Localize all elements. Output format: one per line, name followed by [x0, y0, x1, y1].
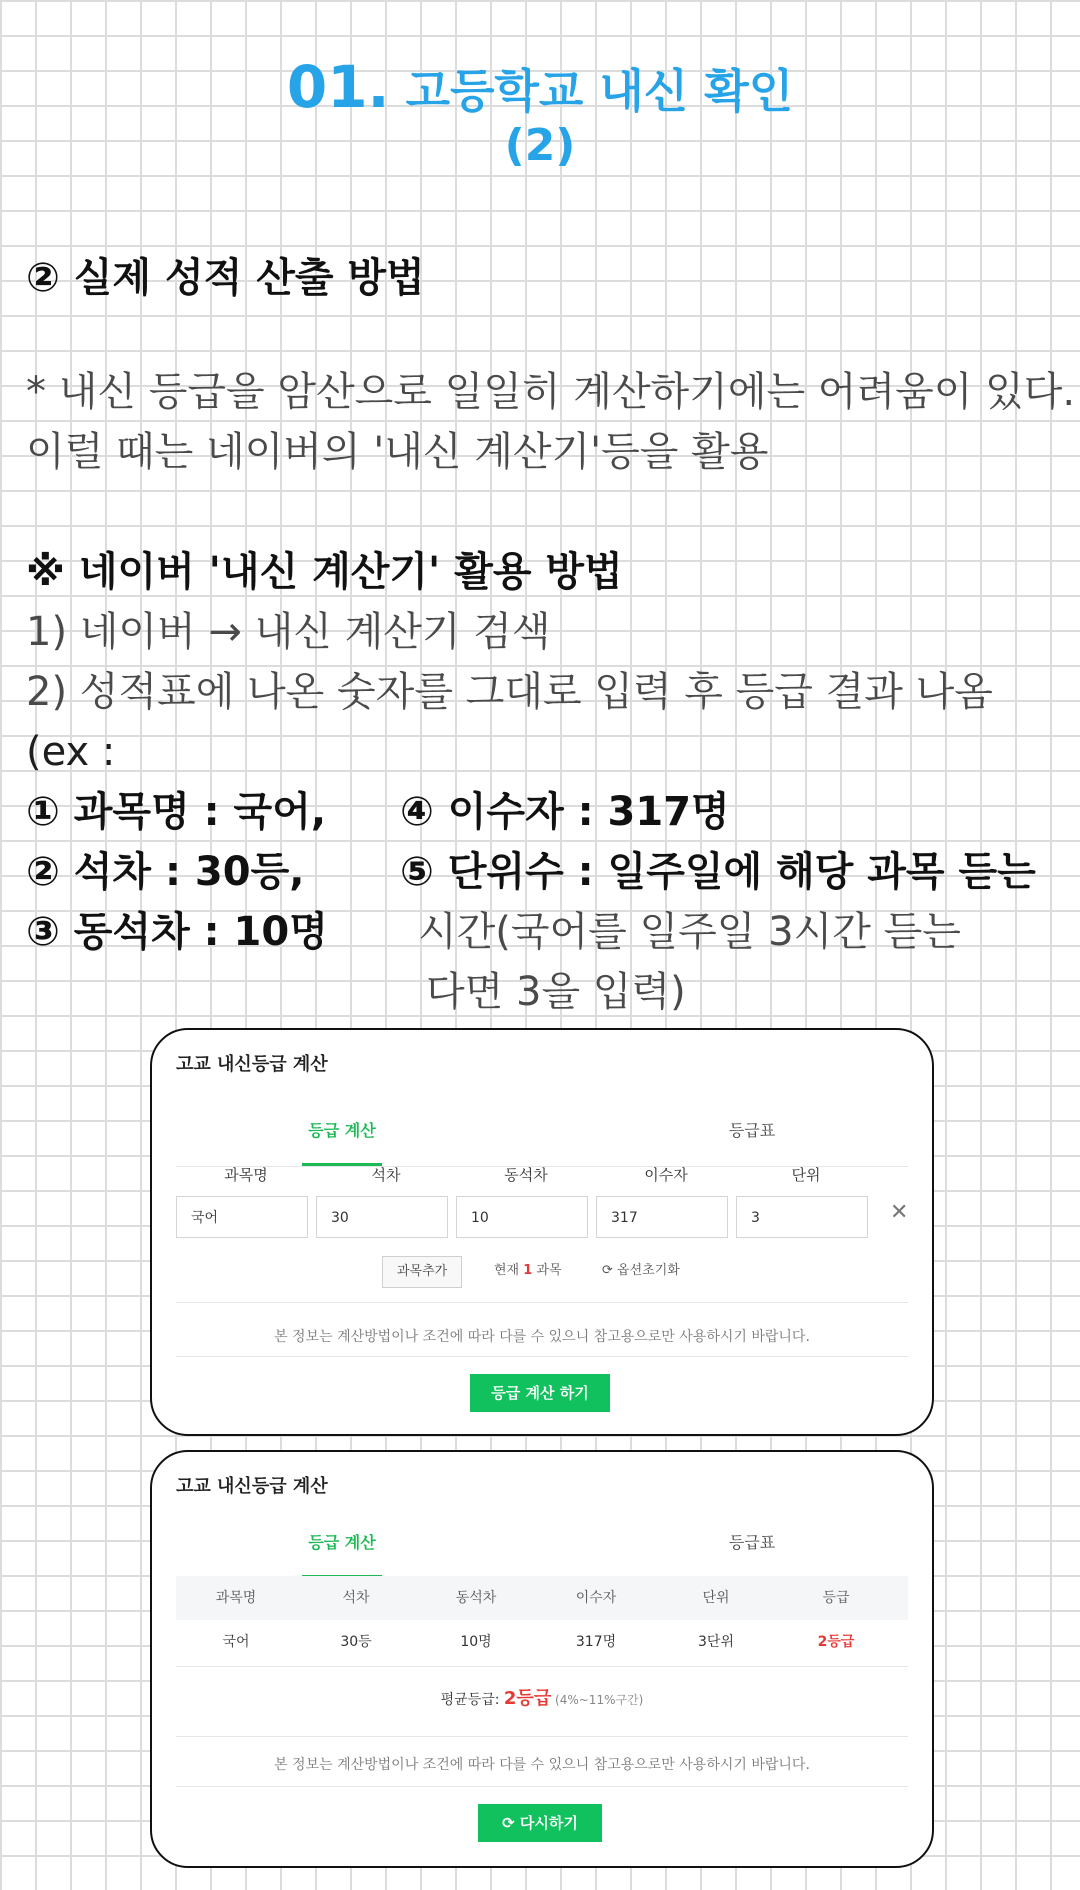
takers-input[interactable]: 317 [596, 1196, 728, 1238]
td-subject: 국어 [222, 1634, 250, 1650]
grade-result-panel [150, 1450, 934, 1868]
page-title-line2: (2) [504, 120, 576, 171]
tab-grade-calc[interactable]: 등급 계산 [302, 1096, 382, 1166]
grade-calculator-panel [150, 1028, 934, 1436]
col-subject: 과목명 [224, 1166, 268, 1184]
result-tabs [176, 1508, 908, 1579]
tie-input[interactable]: 10 [456, 1196, 588, 1238]
divider [176, 1666, 908, 1667]
td-unit: 3단위 [698, 1634, 734, 1650]
th-takers: 이수자 [575, 1590, 617, 1606]
reset-options-button[interactable]: ⟳ 옵션초기화 [602, 1263, 680, 1278]
divider [176, 1736, 908, 1737]
average-grade-value: 2등급 [503, 1688, 552, 1709]
example-tie: ③ 동석차 : 10명 [26, 909, 328, 955]
add-subject-button[interactable]: 과목추가 [382, 1256, 462, 1288]
disclaimer-text: 본 정보는 계산방법이나 조건에 따라 다를 수 있으니 참고용으로만 사용하시기 바랍니다. [274, 1757, 810, 1773]
tab-grade-table[interactable]: 등급표 [728, 1533, 776, 1552]
th-rank: 석차 [342, 1590, 370, 1606]
col-takers: 이수자 [644, 1166, 688, 1184]
section-heading: ② 실제 성적 산출 방법 [26, 255, 425, 301]
title-text: 고등학교 내신 확인 [389, 64, 794, 118]
th-unit: 단위 [702, 1590, 730, 1606]
example-rank: ② 석차 : 30등, [26, 849, 305, 895]
page-title-line1 [0, 53, 1080, 121]
remove-row-icon[interactable]: ✕ [890, 1200, 909, 1225]
unit-input[interactable]: 3 [736, 1196, 868, 1238]
howto-step1: 1) 네이버 → 내신 계산기 검색 [26, 609, 551, 655]
howto-step2: 2) 성적표에 나온 숫자를 그대로 입력 후 등급 결과 나옴 [26, 669, 993, 715]
calculator-tabs [176, 1096, 908, 1167]
howto-heading: ※ 네이버 '내신 계산기' 활용 방법 [26, 549, 623, 595]
example-takers: ④ 이수자 : 317명 [400, 789, 730, 835]
subject-count: 현재 1 과목 [494, 1263, 562, 1278]
divider [176, 1786, 908, 1787]
th-subject: 과목명 [215, 1590, 257, 1606]
divider [176, 1302, 908, 1303]
example-subject: ① 과목명 : 국어, [26, 789, 327, 835]
th-grade: 등급 [822, 1590, 850, 1606]
average-grade-label: 평균등급: [440, 1692, 504, 1708]
intro-line1: * 내신 등급을 암산으로 일일히 계산하기에는 어려움이 있다. [26, 369, 1076, 415]
calculator-title: 고교 내신등급 계산 [176, 1054, 328, 1075]
subject-input[interactable]: 국어 [176, 1196, 308, 1238]
example-unit-desc2: 다면 3을 입력) [426, 969, 686, 1015]
td-tie: 10명 [460, 1634, 492, 1650]
result-title: 고교 내신등급 계산 [176, 1476, 328, 1497]
average-grade-range: (4%~11%구간) [551, 1693, 644, 1707]
disclaimer-text: 본 정보는 계산방법이나 조건에 따라 다를 수 있으니 참고용으로만 사용하시기 바랍니다. [274, 1329, 810, 1345]
intro-line2: 이럴 때는 네이버의 '내신 계산기'등을 활용 [26, 429, 769, 475]
td-grade: 2등급 [817, 1634, 855, 1650]
example-unit-desc1: 시간(국어를 일주일 3시간 듣는 [418, 909, 961, 955]
th-tie: 동석차 [455, 1590, 497, 1606]
col-rank: 석차 [371, 1166, 401, 1184]
subject-count-number: 1 [523, 1263, 533, 1278]
td-rank: 30등 [340, 1634, 372, 1650]
rank-input[interactable]: 30 [316, 1196, 448, 1238]
divider [176, 1356, 908, 1357]
retry-button[interactable]: ⟳ 다시하기 [478, 1804, 602, 1842]
average-grade [152, 1684, 932, 1710]
tab-grade-table[interactable]: 등급표 [728, 1121, 776, 1140]
col-unit: 단위 [791, 1166, 821, 1184]
title-number: 01. [286, 53, 390, 121]
calculate-grade-button[interactable]: 등급 계산 하기 [470, 1374, 610, 1412]
col-tie: 동석차 [504, 1166, 548, 1184]
example-open: (ex : [26, 729, 116, 775]
td-takers: 317명 [575, 1634, 617, 1650]
tab-grade-calc[interactable]: 등급 계산 [302, 1508, 382, 1578]
example-unit: ⑤ 단위수 : 일주일에 해당 과목 듣는 [400, 849, 1036, 895]
